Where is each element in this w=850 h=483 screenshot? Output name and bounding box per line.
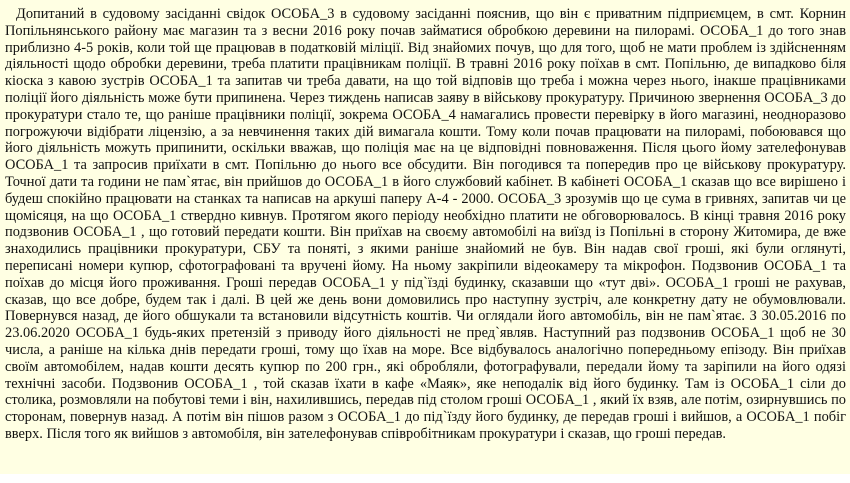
testimony-paragraph: Допитаний в судовому засіданні свідок ОСОБА_3 в судовому засіданні пояснив, що він є приватним підприємцем, в смт. Корнин Попільнянського району має магазин та з весни 2016 року почав займатися обробкою деревини на пилорамі. ОСОБА_1 до того знав приблизно 4-5 років, коли той ще працював в податковій міліції. Від знайомих почув, що для того, щоб не мати проблем із здійсненням діяльності щодо обробки деревини, треба платити працівникам поліції. В травні 2016 року поїхав в смт. Попільню, де випадково біля кіоска з кавою зустрів ОСОБА_1 та запитав чи треба давати, на що той відповів що треба і можна через нього, інакше працівниками поліції його діяльність може бути припинена. Через тиждень написав заяву в військову прокуратуру. Причиною звернення ОСОБА_3 до прокуратури стало те, що раніше працівники поліції, зокрема ОСОБА_4 намагались провести перевірку в його магазині, неодноразово погрожуючи відібрати ліцензію, а за невчинення таких дій вимагала кошти. Тому коли почав працювати на пилорамі, побоювався що його діяльність можуть припинити, оскільки вважав, що поліція має на це відповідні повноваження. Після цього йому зателефонував ОСОБА_1 та запросив приїхати в смт. Попільню до нього все обсудити. Він погодився та попередив про це військову прокуратуру. Точної дати та години не пам`ятає, він прийшов до ОСОБА_1 в його службовий кабінет. В кабінеті ОСОБА_1 сказав що все вирішено і будеш спокійно працювати на станках та написав на аркуші паперу А-4 - 2000. ОСОБА_3 зрозумів що це сума в гривнях, запитав чи це щомісяця, на що ОСОБА_1 ствердно кивнув. Протягом якого періоду необхідно платити не обговорювалось. В кінці травня 2016 року подзвонив ОСОБА_1 , що готовий передати кошти. Він приїхав на своєму автомобілі на виїзд із Попільні в сторону Житомира, де вже знаходились працівники прокуратури, СБУ та поняті, з якими раніше знайомий не був. Він надав свої гроші, які були оглянуті, переписані номери купюр, сфотографовані та вручені йому. На ньому закріпили відеокамеру та мікрофон. Подзвонив ОСОБА_1 та поїхав до місця його проживання. Гроші передав ОСОБА_1 у під`їзді будинку, сказавши що «тут дві». ОСОБА_1 гроші не рахував, сказав, що все добре, будем так і далі. В цей же день вони домовились про наступну зустріч, але конкретну дату не обумовлювали. Повернувся назад, де його обшукали та встановили відсутність коштів. Чи оглядали його автомобіль, він не пам`ятає. З 30.05.2016 по 23.06.2020 ОСОБА_1 будь-яких претензій з приводу його діяльності не пред`являв. Наступний раз подзвонив ОСОБА_1 щоб не 30 числа, а раніше на кілька днів передати гроші, тому що їхав на море. Все відбувалось аналогічно попередньому епізоду. Він приїхав своїм автомобілем, надав кошти десять купюр по 200 грн., які обробляли, фотографували, передали йому та зарiпили на його одязі технічні засоби. Подзвонив ОСОБА_1 , той сказав їхати в кафе «Маяк», яке неподалік від його будинку. Там із ОСОБА_1 сіли до столика, розмовляли на побутові теми і він, нахилившись, передав під столом гроші ОСОБА_1 , який їх взяв, але потім, озирнувшись по сторонам, повернув назад. А потім він пішов разом з ОСОБА_1 до під`їзду його будинку, де передав гроші і вийшов, а ОСОБА_1 побіг вверх. Після того як вийшов з автомобіля, він зателефонував співробітникам прокуратури і сказав, що гроші передав. [5, 6, 846, 442]
